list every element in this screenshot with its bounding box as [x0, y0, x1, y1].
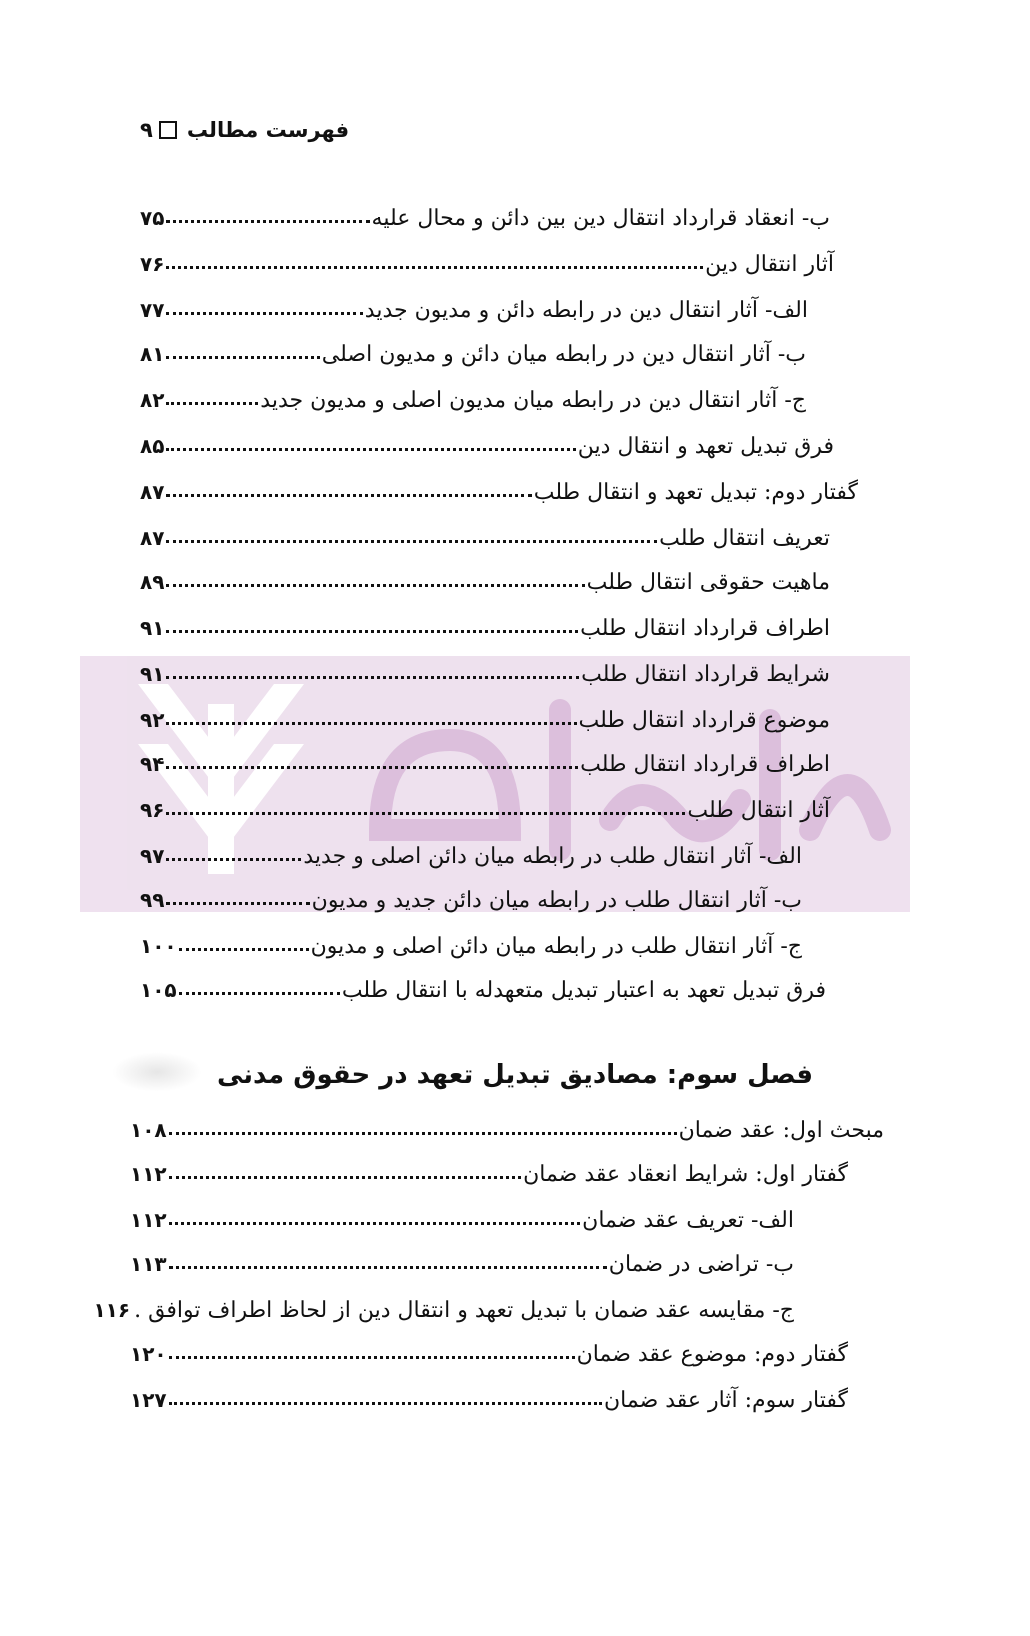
toc-entry-label: ب- تراضی در ضمان — [608, 1252, 794, 1277]
leader-dots — [166, 630, 578, 633]
toc-entry — [130, 1208, 794, 1233]
toc-entry — [130, 1388, 848, 1413]
toc-entry — [130, 1162, 848, 1187]
print-smudge — [112, 1052, 202, 1092]
toc-entry — [130, 1118, 884, 1143]
leader-dots — [166, 220, 369, 223]
leader-dots — [169, 1222, 581, 1225]
toc-entry-label: موضوع قرارداد انتقال طلب — [578, 708, 830, 733]
toc-entry-page: ۱۰۰ — [140, 934, 177, 958]
toc-entry-page: ۱۰۵ — [140, 978, 177, 1002]
toc-entry-page: ۸۵ — [140, 434, 165, 458]
toc-entry — [140, 480, 858, 505]
leader-dots — [166, 540, 657, 543]
header-page-number: ۹ — [140, 118, 153, 142]
toc-entry-label: گفتار اول: شرایط انعقاد عقد ضمان — [523, 1162, 848, 1187]
toc-entry-label: اطراف قرارداد انتقال طلب — [580, 752, 830, 777]
toc-entry-page: ۱۲۷ — [130, 1388, 167, 1412]
chapter-title — [0, 1060, 1030, 1090]
toc-entry — [140, 388, 806, 413]
watermark — [80, 656, 910, 912]
leader-dots — [169, 1132, 677, 1135]
toc-entry-page: ۸۱ — [140, 342, 165, 366]
toc-entry — [140, 888, 802, 913]
leader-dots — [166, 584, 584, 587]
page-header — [140, 118, 349, 142]
leader-dots — [169, 1402, 602, 1405]
toc-entry — [140, 434, 834, 459]
leader-dots — [166, 858, 301, 861]
toc-entry — [93, 1298, 794, 1323]
leader-dots — [166, 402, 258, 405]
leader-dots — [166, 812, 685, 815]
toc-entry-page: ۹۱ — [140, 616, 165, 640]
leader-dots — [166, 312, 362, 315]
toc-entry-page: ۹۶ — [140, 798, 165, 822]
toc-entry-page: ۸۲ — [140, 388, 165, 412]
toc-entry-label: آثار انتقال طلب — [687, 798, 830, 823]
square-icon — [159, 121, 177, 139]
toc-entry — [140, 570, 830, 595]
toc-entry — [140, 252, 834, 277]
toc-entry-page: ۱۱۲ — [130, 1208, 167, 1232]
toc-entry-label: آثار انتقال دین — [705, 252, 834, 277]
toc-entry — [140, 978, 826, 1003]
leader-dots — [169, 1266, 607, 1269]
toc-entry — [130, 1252, 794, 1277]
toc-entry-page: ۹۱ — [140, 662, 165, 686]
leader-dots — [169, 1356, 575, 1359]
leader-dots — [179, 948, 309, 951]
toc-entry-page: ۷۵ — [140, 206, 165, 230]
toc-entry-label: تعریف انتقال طلب — [659, 526, 830, 551]
toc-entry — [140, 934, 802, 959]
toc-entry — [140, 798, 830, 823]
toc-entry-label: ب- آثار انتقال طلب در رابطه میان دائن جدید و مدیون — [311, 888, 802, 913]
toc-entry-page: ۱۱۶ — [93, 1298, 131, 1322]
toc-entry-page: ۹۹ — [140, 888, 165, 912]
toc-entry-page: ۹۷ — [140, 844, 165, 868]
chapter-title-text: فصل سوم: مصادیق تبدیل تعهد در حقوق مدنی — [216, 1060, 814, 1090]
toc-entry-label: الف- تعریف عقد ضمان — [582, 1208, 794, 1233]
leader-dots — [166, 356, 319, 359]
toc-entry-page: ۸۷ — [140, 480, 165, 504]
toc-entry-label: ج- مقایسه عقد ضمان با تبدیل تعهد و انتقال دین از لحاظ اطراف توافق . — [134, 1298, 794, 1323]
leader-dots — [166, 494, 531, 497]
toc-entry-label: گفتار دوم: موضوع عقد ضمان — [576, 1342, 848, 1367]
toc-entry — [130, 1342, 848, 1367]
toc-entry-label: ج- آثار انتقال طلب در رابطه میان دائن اصلی و مدیون — [310, 934, 802, 959]
leader-dots — [169, 1176, 521, 1179]
leader-dots — [166, 902, 309, 905]
leader-dots — [166, 722, 576, 725]
toc-entry-page: ۱۰۸ — [130, 1118, 167, 1142]
toc-entry — [140, 526, 830, 551]
toc-entry-label: ب- انعقاد قرارداد انتقال دین بین دائن و محال علیه — [371, 206, 830, 231]
toc-entry-page: ۱۱۳ — [130, 1252, 167, 1276]
toc-entry — [140, 206, 830, 231]
toc-entry — [140, 616, 830, 641]
toc-entry — [140, 708, 830, 733]
header-title: فهرست مطالب — [186, 118, 350, 142]
toc-entry-label: اطراف قرارداد انتقال طلب — [580, 616, 830, 641]
toc-entry — [140, 752, 830, 777]
toc-entry-label: ماهیت حقوقی انتقال طلب — [586, 570, 830, 595]
toc-entry-page: ۷۶ — [140, 252, 165, 276]
toc-entry — [140, 662, 830, 687]
toc-entry-page: ۷۷ — [140, 298, 165, 322]
leader-dots — [166, 766, 578, 769]
toc-entry-page: ۸۹ — [140, 570, 165, 594]
toc-entry-page: ۱۲۰ — [130, 1342, 167, 1366]
toc-entry-label: ج- آثار انتقال دین در رابطه میان مدیون اصلی و مدیون جدید — [260, 388, 806, 413]
leader-dots — [166, 676, 579, 679]
toc-entry-label: ب- آثار انتقال دین در رابطه میان دائن و مدیون اصلی — [321, 342, 806, 367]
toc-entry — [140, 298, 808, 323]
toc-entry-page: ۹۲ — [140, 708, 165, 732]
toc-entry-label: مبحث اول: عقد ضمان — [678, 1118, 884, 1143]
toc-entry-label: الف- آثار انتقال طلب در رابطه میان دائن اصلی و جدید — [303, 844, 802, 869]
toc-entry-page: ۹۴ — [140, 752, 165, 776]
toc-entry-page: ۱۱۲ — [130, 1162, 167, 1186]
leader-dots — [166, 448, 575, 451]
leader-dots — [166, 266, 703, 269]
toc-entry-label: الف- آثار انتقال دین در رابطه دائن و مدیون جدید — [364, 298, 808, 323]
toc-entry — [140, 342, 806, 367]
toc-entry-label: گفتار سوم: آثار عقد ضمان — [604, 1388, 848, 1413]
toc-entry — [140, 844, 802, 869]
toc-entry-label: گفتار دوم: تبدیل تعهد و انتقال طلب — [533, 480, 858, 505]
toc-entry-page: ۸۷ — [140, 526, 165, 550]
leader-dots — [179, 992, 340, 995]
toc-entry-label: فرق تبدیل تعهد به اعتبار تبدیل متعهدله با انتقال طلب — [341, 978, 826, 1003]
toc-entry-label: شرایط قرارداد انتقال طلب — [581, 662, 830, 687]
toc-entry-label: فرق تبدیل تعهد و انتقال دین — [577, 434, 834, 459]
